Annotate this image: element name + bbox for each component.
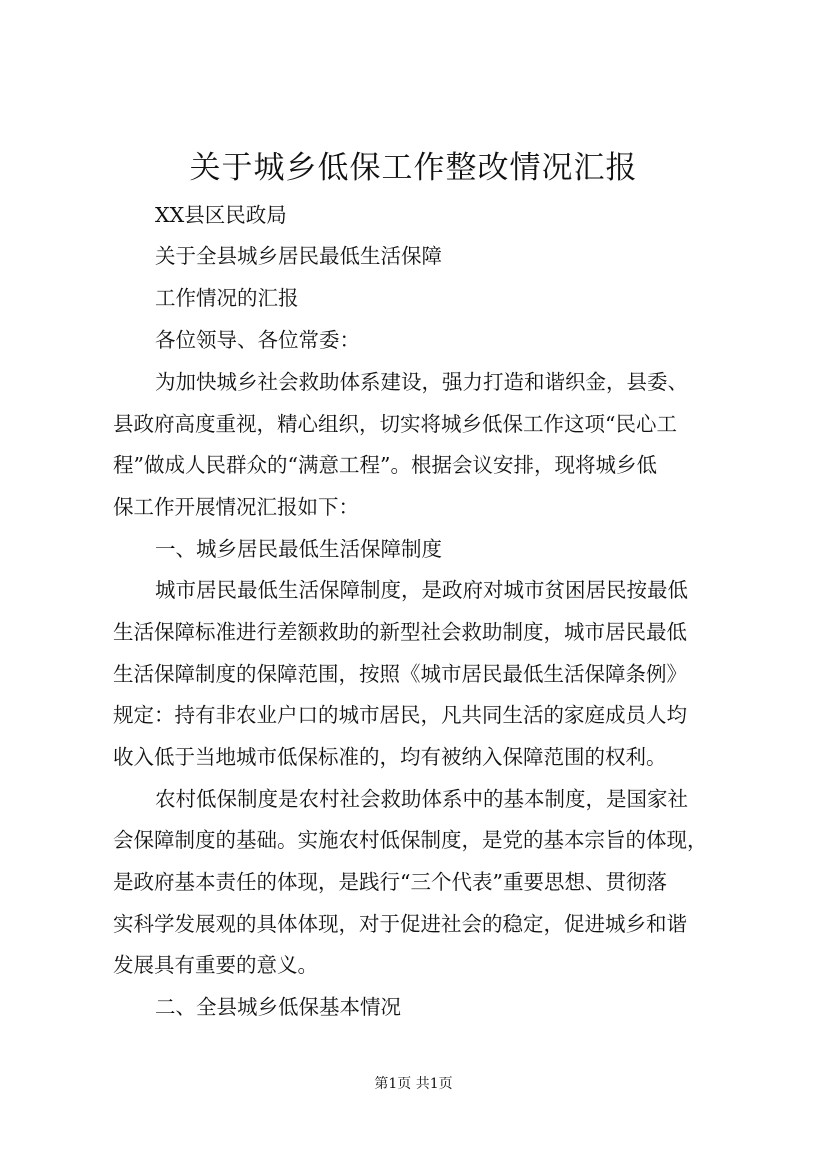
para2-line: 发展具有重要的意义。 <box>113 953 318 977</box>
para1-line: 生活保障制度的保障范围，按照《城市居民最低生活保障条例》 <box>113 662 687 686</box>
para1-line: 生活保障标准进行差额救助的新型社会救助制度，城市居民最低 <box>113 620 687 644</box>
section-heading-2: 二、全县城乡低保基本情况 <box>155 995 401 1019</box>
para2-line: 会保障制度的基础。实施农村低保制度，是党的基本宗旨的体现， <box>113 828 708 852</box>
para1-line: 城市居民最低生活保障制度，是政府对城市贫困居民按最低 <box>155 578 688 602</box>
header-line: 关于全县城乡居民最低生活保障 <box>155 244 442 268</box>
header-line: XX县区民政局 <box>155 203 287 227</box>
intro-line: 程”做成人民群众的“满意工程”。根据会议安排，现将城乡低 <box>113 453 657 477</box>
para2-line: 农村低保制度是农村社会救助体系中的基本制度，是国家社 <box>155 787 688 811</box>
document-title: 关于城乡低保工作整改情况汇报 <box>189 150 638 186</box>
page-footer: 第1页 共1页 <box>374 1076 453 1092</box>
intro-line: 保工作开展情况汇报如下： <box>113 495 359 519</box>
para1-line: 规定：持有非农业户口的城市居民，凡共同生活的家庭成员人均 <box>113 703 687 727</box>
section-heading-1: 一、城乡居民最低生活保障制度 <box>155 537 442 561</box>
para2-line: 是政府基本责任的体现，是践行“三个代表”重要思想、贯彻落 <box>113 870 667 894</box>
header-line: 工作情况的汇报 <box>155 286 299 310</box>
salutation: 各位领导、各位常委： <box>155 328 360 352</box>
intro-line: 县政府高度重视，精心组织，切实将城乡低保工作这项“民心工 <box>113 412 677 436</box>
para1-line: 收入低于当地城市低保标准的，均有被纳入保障范围的权利。 <box>113 745 667 769</box>
intro-line: 为加快城乡社会救助体系建设，强力打造和谐织金，县委、 <box>155 370 688 394</box>
para2-line: 实科学发展观的具体体现，对于促进社会的稳定，促进城乡和谐 <box>113 912 687 936</box>
